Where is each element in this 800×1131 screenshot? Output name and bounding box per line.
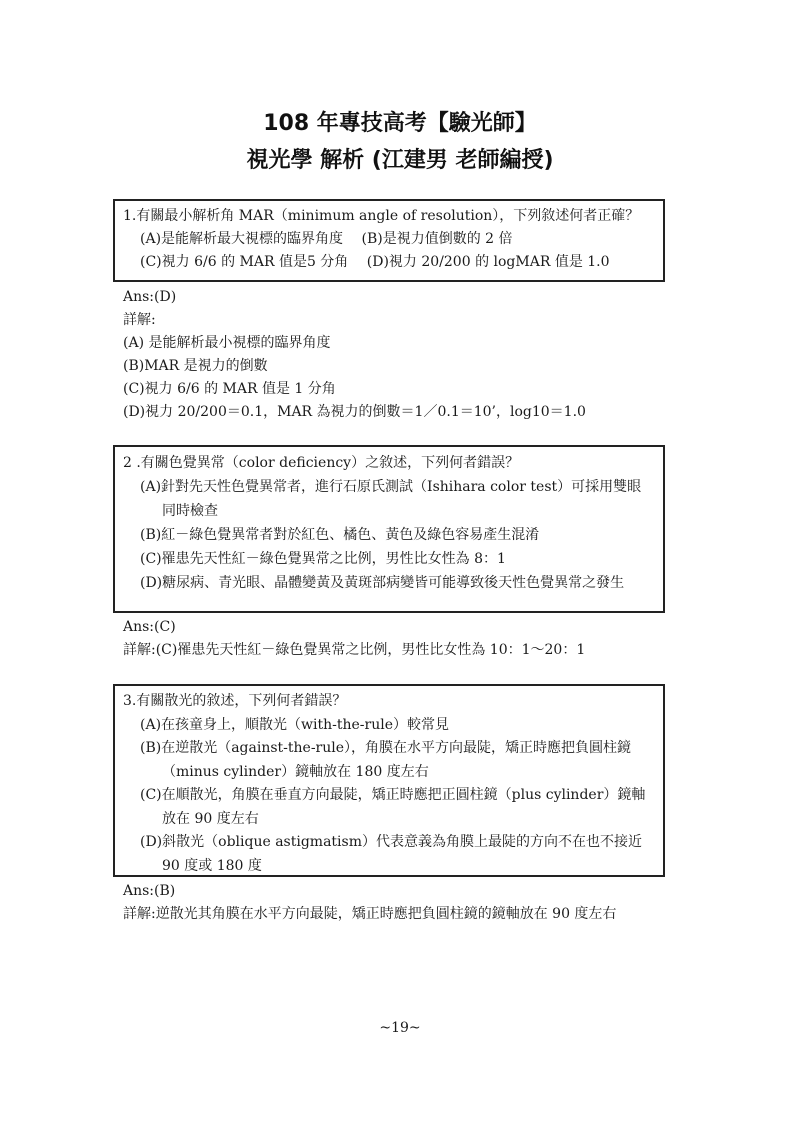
question-3-option-a: (A)在孩童身上，順散光（with-the-rule）較常見 (140, 716, 449, 733)
question-1-explanation-a: (A) 是能解析最小視標的臨界角度 (123, 335, 331, 351)
question-2-option-d: (D)糖尿病、青光眼、晶體變黃及黃斑部病變皆可能導致後天性色覺異常之發生 (140, 575, 625, 591)
question-1-option-c: (C)視力 6/6 的 MAR 值是5 分角 (140, 254, 349, 270)
question-1-explanation-c: (C)視力 6/6 的 MAR 值是 1 分角 (123, 381, 336, 397)
question-1-explanation-label: 詳解: (123, 312, 156, 328)
question-2-box (113, 445, 665, 613)
question-3-explanation: 詳解:逆散光其角膜在水平方向最陡，矯正時應把負圓柱鏡的鏡軸放在 90 度左右 (123, 906, 617, 922)
question-3-option-c: (C)在順散光，角膜在垂直方向最陡，矯正時應把正圓柱鏡（plus cylinder）鏡軸放在 90 度左右 (140, 787, 646, 827)
page-number: ~19~ (379, 1020, 421, 1036)
question-1-option-a: (A)是能解析最大視標的臨界角度 (140, 231, 344, 247)
question-2-stem: 2 .有關色覺異常（color deficiency）之敘述，下列何者錯誤？ (123, 455, 520, 471)
question-1-answer: Ans:(D) (123, 289, 177, 305)
question-1-box (113, 199, 665, 282)
question-2-answer: Ans:(C) (123, 619, 176, 635)
question-1-options-row-2 (140, 251, 655, 274)
question-1-stem: 1.有關最小解析角 MAR（minimum angle of resolution），下列敘述何者正確？ (123, 208, 640, 224)
question-2-option-a: (A)針對先天性色覺異常者，進行石原氏測試（Ishihara color test）可採用雙眼同時檢查 (140, 479, 642, 519)
question-1-options-row-1 (140, 228, 655, 251)
question-1-explanation-d: (D)視力 20/200＝0.1，MAR 為視力的倒數＝1／0.1＝10’，log10＝1.0 (123, 404, 586, 420)
question-2-option-b: (B)紅－綠色覺異常者對於紅色、橘色、黃色及綠色容易產生混淆 (140, 527, 540, 543)
page-title: 108 年專技高考【驗光師】 (263, 111, 537, 136)
question-2-explanation: 詳解:(C)罹患先天性紅－綠色覺異常之比例，男性比女性為 10：1～20：1 (123, 642, 586, 658)
question-1-explanation-b: (B)MAR 是視力的倒數 (123, 358, 268, 374)
question-3-option-d: (D)斜散光（oblique astigmatism）代表意義為角膜上最陡的方向不在也不接近 90 度或 180 度 (140, 834, 642, 874)
question-3-box (113, 684, 665, 877)
question-3-stem: 3.有關散光的敘述，下列何者錯誤？ (123, 693, 347, 709)
question-3-answer: Ans:(B) (123, 883, 176, 899)
question-1-option-d: (D)視力 20/200 的 logMAR 值是 1.0 (366, 254, 610, 270)
page-subtitle: 視光學 解析 (江建男 老師編授) (246, 148, 554, 173)
question-3-option-b: (B)在逆散光（against-the-rule），角膜在水平方向最陡，矯正時應把負圓柱鏡（minus cylinder）鏡軸放在 180 度左右 (140, 740, 632, 780)
question-2-option-c: (C)罹患先天性紅－綠色覺異常之比例，男性比女性為 8：1 (140, 551, 506, 567)
question-1-option-b: (B)是視力值倒數的 2 倍 (361, 231, 513, 247)
